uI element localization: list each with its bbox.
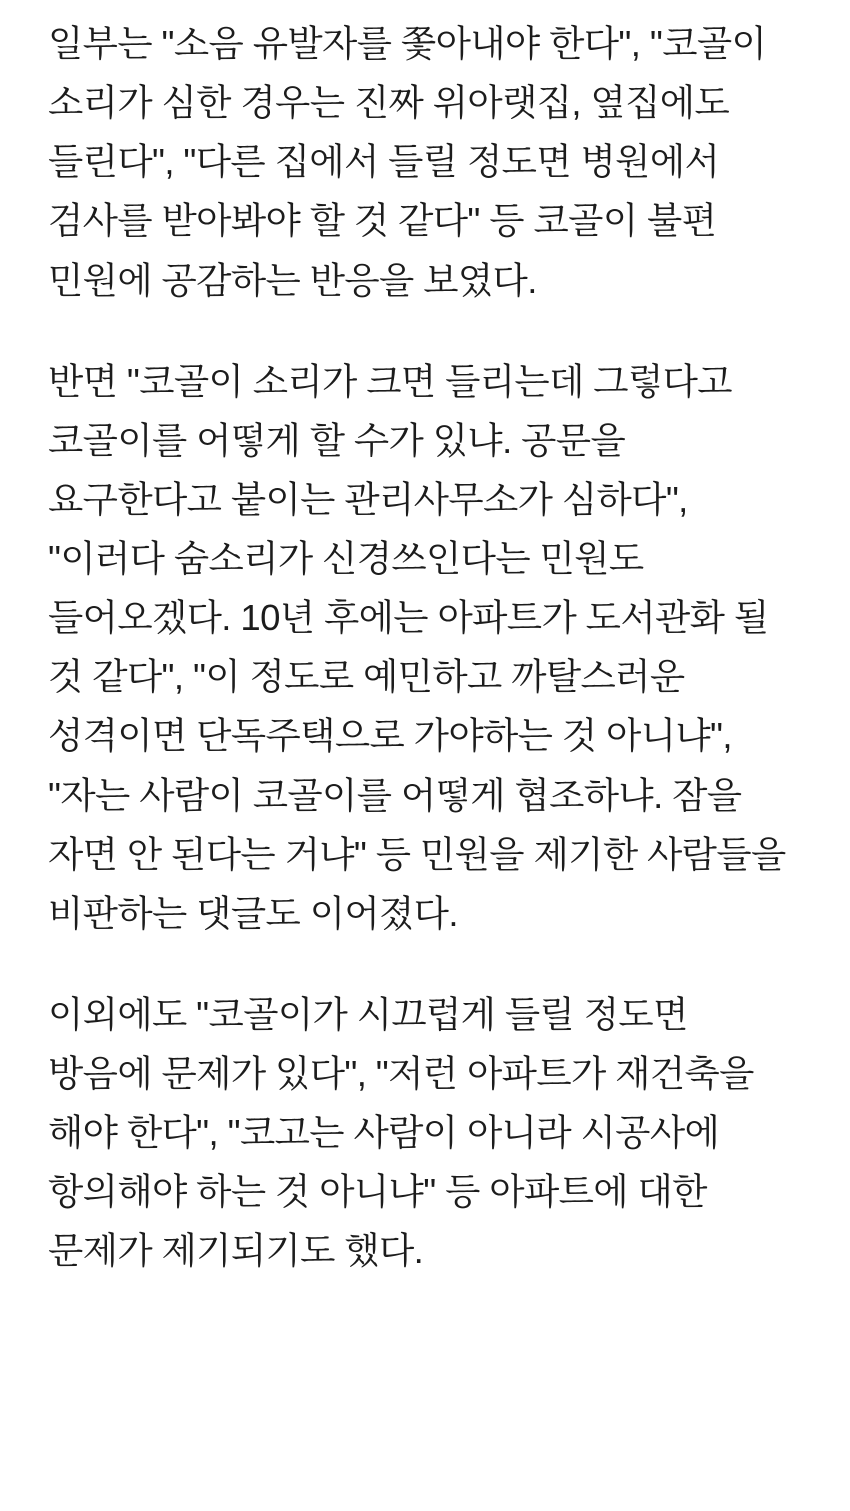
article-paragraph: 이외에도 "코골이가 시끄럽게 들릴 정도면 방음에 문제가 있다", "저런 아파트가 재건축을 해야 한다", "코고는 사람이 아니라 시공사에 항의해야 하는 것 아니냐" 등 아파트에 대한 문제가 제기되기도 했다. — [48, 993, 764, 1272]
article-paragraph: 일부는 "소음 유발자를 쫓아내야 한다", "코골이 소리가 심한 경우는 진짜 위아랫집, 옆집에도 들린다", "다른 집에서 들릴 정도면 병원에서 검사를 받아봐야 할 것 같다" 등 코골이 불편 민원에 공감하는 반응을 보였다. — [48, 23, 776, 301]
article-paragraph: 반면 "코골이 소리가 크면 들리는데 그렇다고 코골이를 어떻게 할 수가 있냐. 공문을 요구한다고 붙이는 관리사무소가 심하다", "이러다 숨소리가 신경쓰인다는 민원도 들어오겠다. 10년 후에는 아파트가 도서관화 될 것 같다", "이 정도로 예민하고 까탈스러운 성격이면 단독주택으로 가야하는 것 아니냐", "자는 사람이 코골이를 어떻게 협조하냐. 잠을 자면 안 된다는 거냐" 등 민원을 제기한 사람들을 비판하는 댓글도 이어졌다. — [48, 360, 796, 934]
article-body — [48, 14, 794, 1281]
